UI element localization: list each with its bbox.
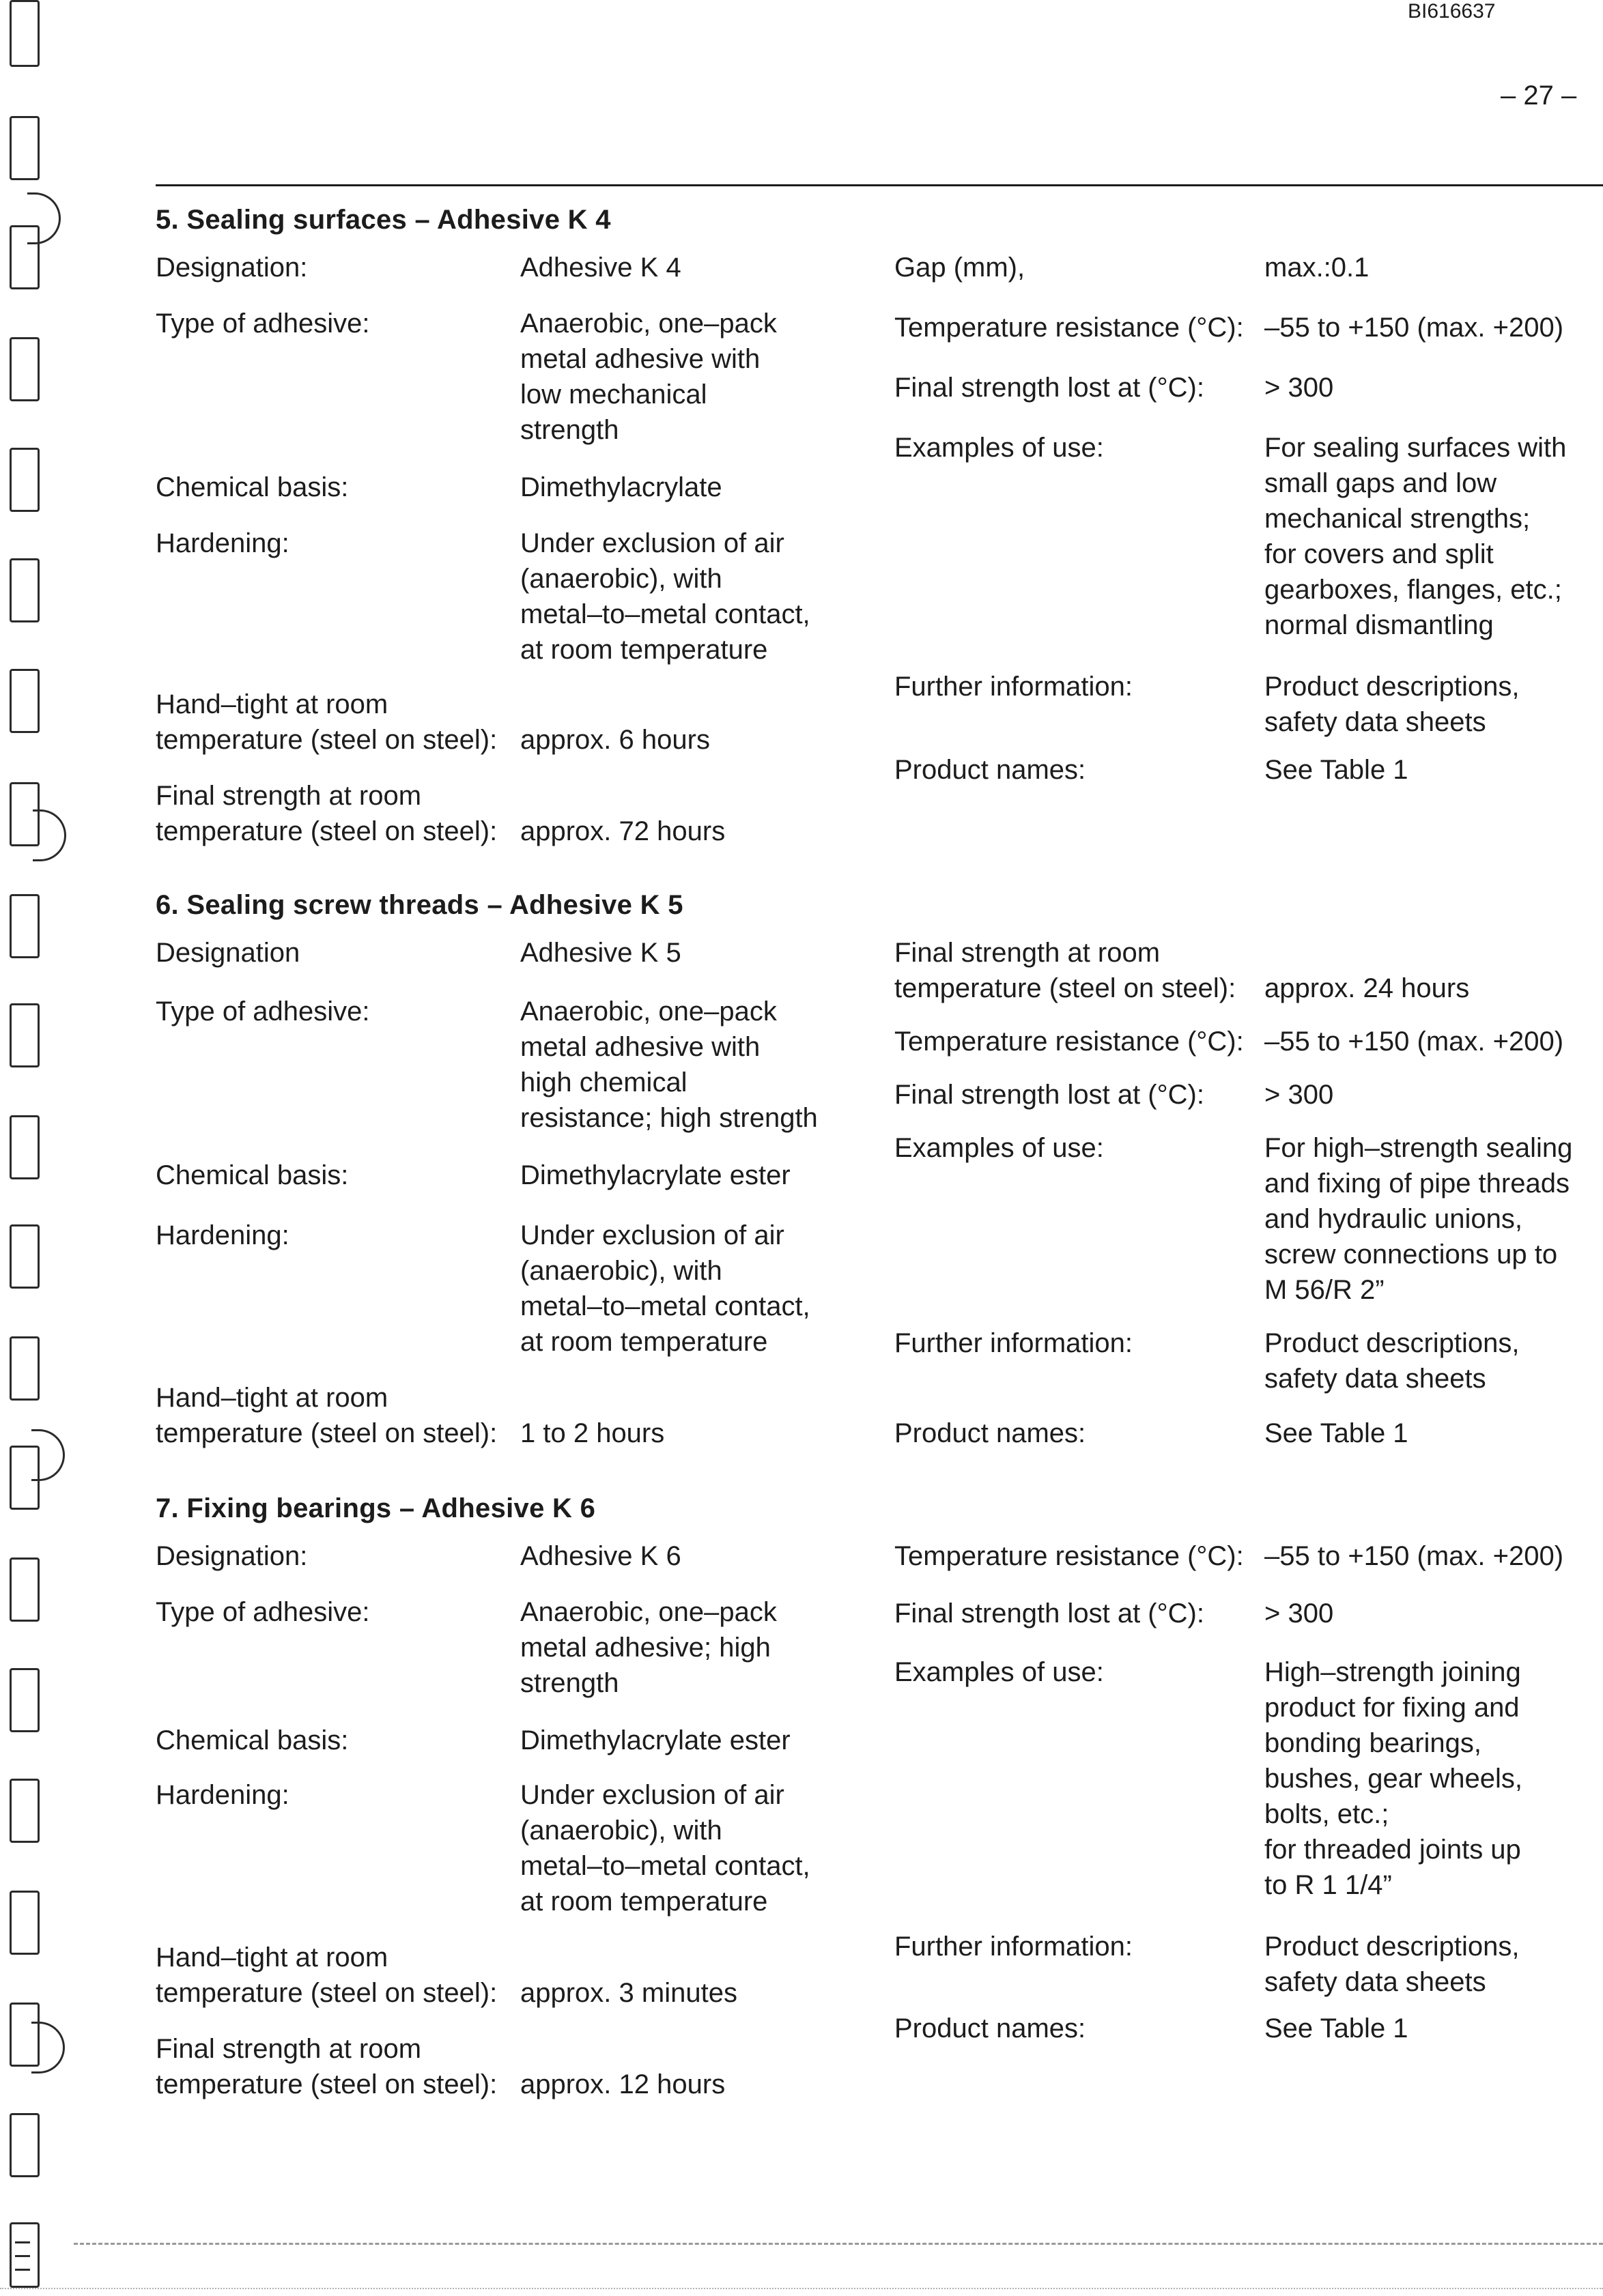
spec-value: See Table 1 (1264, 755, 1408, 785)
spec-value: See Table 1 (1264, 2013, 1408, 2043)
spec-value: Dimethylacrylate ester (520, 1725, 791, 1755)
spec-label: Hand–tight at room temperature (steel on steel): (156, 689, 498, 755)
spec-value: Product descriptions, safety data sheets (1264, 1932, 1520, 1997)
spec-value: approx. 24 hours (1264, 973, 1470, 1003)
spec-value: Adhesive K 6 (520, 1541, 681, 1571)
spec-value: Under exclusion of air (anaerobic), with metal–to–metal contact, at room temperature (520, 1220, 810, 1357)
spec-value: Product descriptions, safety data sheets (1264, 672, 1520, 737)
spec-label: Product names: (894, 2013, 1086, 2043)
spec-value: For sealing surfaces with small gaps and low mechanical strengths; for covers and split gearboxes, flanges, etc.; normal dismantling (1264, 433, 1567, 640)
spec-value: Adhesive K 5 (520, 938, 681, 968)
header-rule (156, 184, 1603, 186)
spec-value: Dimethylacrylate (520, 472, 722, 502)
spec-label: Type of adhesive: (156, 1597, 370, 1627)
spec-label: Examples of use: (894, 1657, 1104, 1687)
footer-dashed-rule (74, 2243, 1603, 2245)
spec-label: Chemical basis: (156, 1160, 349, 1190)
section-heading: 7. Fixing bearings – Adhesive K 6 (156, 1493, 596, 1523)
spec-label: Chemical basis: (156, 472, 349, 502)
spec-label: Temperature resistance (°C): (894, 1541, 1244, 1571)
spec-value: Anaerobic, one–pack metal adhesive with high chemical resistance; high strength (520, 996, 818, 1133)
spec-value: –55 to +150 (max. +200) (1264, 313, 1564, 343)
spec-label: Examples of use: (894, 1133, 1104, 1163)
spec-value: –55 to +150 (max. +200) (1264, 1027, 1564, 1057)
spec-label: Examples of use: (894, 433, 1104, 463)
footer-dotted-rule (0, 2288, 1603, 2289)
spec-label: Final strength lost at (°C): (894, 1080, 1204, 1110)
spec-label: Product names: (894, 1418, 1086, 1448)
spec-label: Final strength lost at (°C): (894, 373, 1204, 403)
spec-value: Anaerobic, one–pack metal adhesive; high strength (520, 1597, 777, 1698)
spec-value: –55 to +150 (max. +200) (1264, 1541, 1564, 1571)
spec-label: Hardening: (156, 1780, 289, 1810)
spec-value: Under exclusion of air (anaerobic), with metal–to–metal contact, at room temperature (520, 1780, 810, 1917)
spec-label: Designation: (156, 1541, 308, 1571)
spec-value: Adhesive K 4 (520, 253, 681, 283)
spec-label: Chemical basis: (156, 1725, 349, 1755)
spec-value: max.:0.1 (1264, 253, 1370, 283)
spec-value: See Table 1 (1264, 1418, 1408, 1448)
spec-value: Product descriptions, safety data sheets (1264, 1328, 1520, 1394)
spec-label: Type of adhesive: (156, 308, 370, 339)
document-id: BI616637 (1408, 0, 1496, 23)
spec-label: Designation (156, 938, 300, 968)
spec-value: > 300 (1264, 373, 1334, 403)
spec-label: Final strength lost at (°C): (894, 1598, 1204, 1628)
spec-label: Hand–tight at room temperature (steel on steel): (156, 1942, 498, 2008)
spec-value: Anaerobic, one–pack metal adhesive with low mechanical strength (520, 308, 777, 445)
spec-value: approx. 72 hours (520, 816, 726, 846)
section-heading: 6. Sealing screw threads – Adhesive K 5 (156, 890, 683, 920)
spec-label: Final strength at room temperature (steel on steel): (156, 2034, 498, 2099)
spec-label: Final strength at room temperature (steel on steel): (156, 781, 498, 846)
section-heading: 5. Sealing surfaces – Adhesive K 4 (156, 205, 611, 235)
spec-label: Hardening: (156, 528, 289, 558)
spec-value: High–strength joining product for fixing and bonding bearings, bushes, gear wheels, bolts, etc.; for threaded joints up to R 1 1/4” (1264, 1657, 1523, 1900)
spec-label: Gap (mm), (894, 253, 1025, 283)
spec-value: For high–strength sealing and fixing of pipe threads and hydraulic unions, screw connections up to M 56/R 2” (1264, 1133, 1573, 1305)
spec-label: Designation: (156, 253, 308, 283)
spec-label: Further information: (894, 672, 1133, 702)
spec-label: Hand–tight at room temperature (steel on steel): (156, 1383, 498, 1448)
spec-label: Temperature resistance (°C): (894, 313, 1244, 343)
spec-label: Further information: (894, 1328, 1133, 1358)
spec-label: Final strength at room temperature (steel on steel): (894, 938, 1236, 1003)
spec-label: Further information: (894, 1932, 1133, 1962)
spec-value: > 300 (1264, 1080, 1334, 1110)
page-number: – 27 – (1501, 81, 1577, 111)
spec-label: Type of adhesive: (156, 996, 370, 1027)
spec-label: Temperature resistance (°C): (894, 1027, 1244, 1057)
spec-value: Under exclusion of air (anaerobic), with metal–to–metal contact, at room temperature (520, 528, 810, 665)
spec-value: > 300 (1264, 1598, 1334, 1628)
spec-value: approx. 6 hours (520, 725, 710, 755)
spec-value: Dimethylacrylate ester (520, 1160, 791, 1190)
spec-value: approx. 12 hours (520, 2069, 726, 2099)
spec-value: 1 to 2 hours (520, 1418, 665, 1448)
spec-value: approx. 3 minutes (520, 1978, 737, 2008)
spec-label: Hardening: (156, 1220, 289, 1250)
spec-label: Product names: (894, 755, 1086, 785)
